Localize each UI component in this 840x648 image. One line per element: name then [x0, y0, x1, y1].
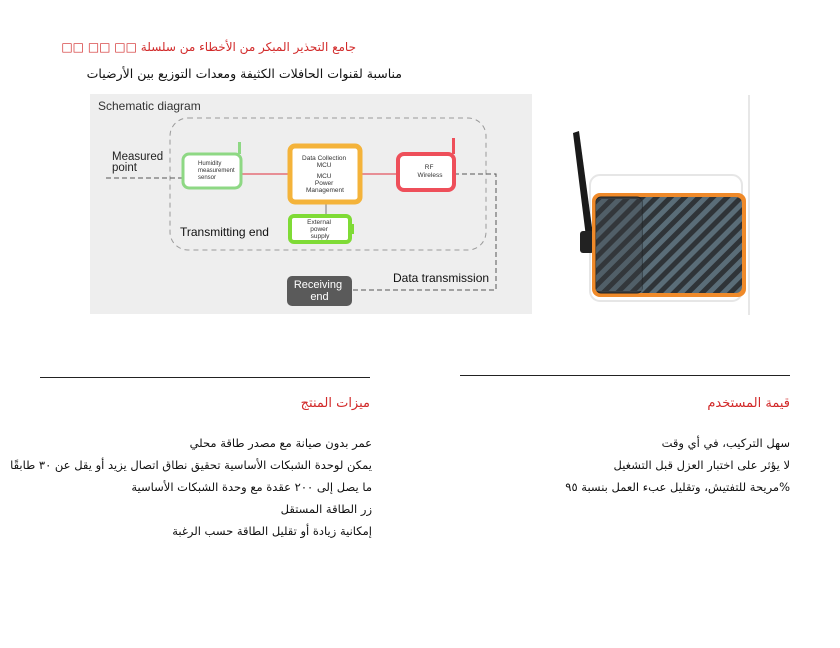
list-item: ما يصل إلى ٢٠٠ عقدة مع وحدة الشبكات الأساسية — [131, 480, 372, 494]
svg-text:Humidity measurement: Humidity measurement sensor — [198, 161, 235, 181]
features-divider — [40, 377, 370, 378]
features-title: ميزات المنتج — [300, 396, 370, 411]
svg-text:Data Collection MCU: Data Collection MCU MCU Power Management — [302, 155, 347, 194]
list-item: لا يؤثر على اختبار العزل قبل التشغيل — [613, 458, 790, 472]
mcu-box — [290, 146, 360, 202]
data-transmission-label: Data transmission — [393, 271, 490, 285]
list-item: %مريحة للتفتيش، وتقليل عبء العمل بنسبة ٩٥ — [565, 480, 790, 494]
device-photo — [550, 95, 750, 315]
svg-text:Receiving end: Receiving end — [293, 279, 343, 303]
user-value-divider — [460, 375, 790, 376]
list-item: عمر بدون صيانة مع مصدر طاقة محلي — [189, 436, 372, 450]
list-item: زر الطاقة المستقل — [280, 502, 372, 516]
diagram-title: Schematic diagram — [98, 99, 201, 113]
svg-text:External power: External power supply — [307, 219, 332, 240]
list-item: سهل التركيب، في أي وقت — [661, 436, 790, 450]
rf-wireless-box — [398, 138, 455, 190]
list-item: إمكانية زيادة أو تقليل الطاقة حسب الرغبة — [172, 524, 372, 538]
transmitting-end-label: Transmitting end — [180, 225, 269, 239]
humidity-sensor-box — [183, 142, 241, 188]
user-value-list — [540, 432, 790, 498]
user-value-title: قيمة المستخدم — [707, 396, 790, 411]
device-body — [592, 193, 746, 297]
svg-text:RF Wireless: RF Wireless — [417, 164, 443, 179]
features-list — [10, 432, 372, 542]
receiving-end-box — [287, 276, 352, 306]
schematic-diagram — [90, 94, 532, 314]
list-item: يمكن لوحدة الشبكات الأساسية تحقيق نطاق اتصال يزيد أو يقل عن ٣٠ طابقًا — [10, 458, 372, 472]
page-subtitle: مناسبة لقنوات الحافلات الكثيفة ومعدات التوزيع بين الأرضيات — [86, 66, 402, 81]
antenna-base — [580, 231, 594, 253]
measured-point-label: Measured point — [112, 151, 164, 174]
warning-title: جامع التحذير المبكر من الأخطاء من سلسلة □□ □□ □□ — [61, 40, 356, 54]
external-power-supply-box — [290, 216, 354, 242]
